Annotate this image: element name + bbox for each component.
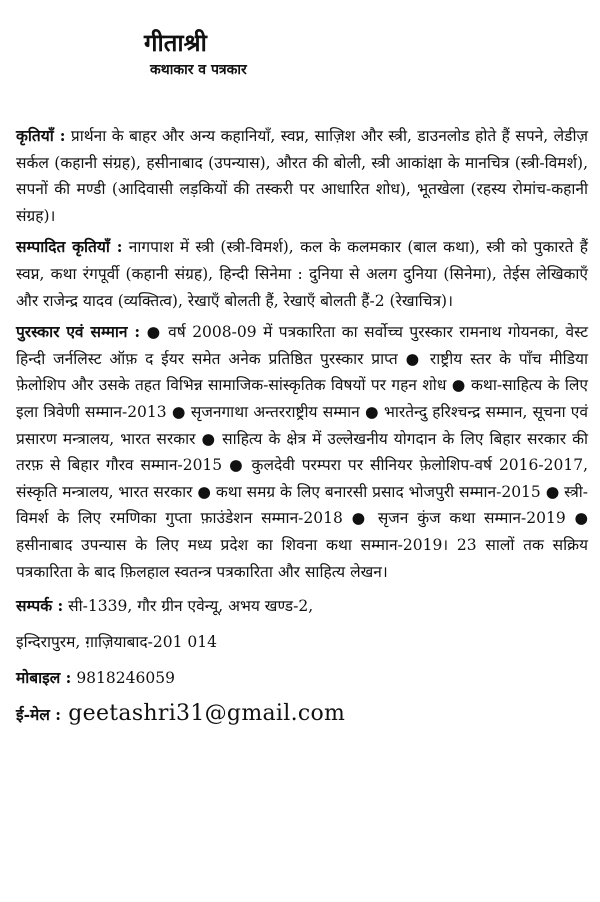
author-name: गीताश्री bbox=[144, 28, 207, 57]
mobile-line bbox=[16, 665, 588, 691]
awards-section bbox=[16, 319, 588, 585]
edited-works-text: नागपाश में स्त्री (स्त्री-विमर्श), कल के कलमकार (बाल कथा), स्त्री को पुकारते हैं स्वप्न, कथा रंगपूर्वी (कहानी संग्रह), हिन्दी सिनेमा : दुनिया से अलग दुनिया (सिनेमा), तेईस लेखिकाएँ और राजेन्द्र यादव (व्यक्तित्व), रेखाएँ बोलती हैं, रेखाएँ बोलती हैं-2 (रेखाचित्र)। bbox=[16, 238, 589, 310]
contact-label: सम्पर्क : bbox=[16, 596, 64, 616]
author-bio-page bbox=[16, 28, 588, 738]
author-header bbox=[144, 28, 588, 80]
email-line bbox=[16, 701, 588, 728]
works-label: कृतियाँ : bbox=[16, 126, 66, 145]
author-role: कथाकार व पत्रकार bbox=[150, 62, 247, 78]
contact-section bbox=[16, 593, 588, 728]
works-text: प्रार्थना के बाहर और अन्य कहानियाँ, स्वप्न, साज़िश और स्त्री, डाउनलोड होते हैं सपने, लेडीज़ सर्कल (कहानी संग्रह), हसीनाबाद (उपन्यास), औरत की बोली, स्त्री आकांक्षा के मानचित्र (स्त्री-विमर्श), सपनों की मण्डी (आदिवासी लड़कियों की तस्करी पर आधारित शोध), भूतखेला (रहस्य रोमांच-कहानी संग्रह)। bbox=[16, 127, 588, 225]
address-line-2: इन्दिरापुरम, ग़ाज़ियाबाद-201 014 bbox=[16, 633, 217, 652]
awards-text: ● वर्ष 2008-09 में पत्रकारिता का सर्वोच्च पुरस्कार रामनाथ गोयनका, वेस्ट हिन्दी जर्नलिस्ट ऑफ़ द ईयर समेत अनेक प्रतिष्ठित पुरस्कार प्राप्त ● राष्ट्रीय स्तर के पाँच मीडिया फ़ेलोशिप और उसके तहत विभिन्न सामाजिक-सांस्कृतिक विषयों पर गहन शोध ● कथा-साहित्य के लिए इला त्रिवेणी सम्मान-2013 ● सृजनगाथा अन्तरराष्ट्रीय सम्मान ● भारतेन्दु हरिश्चन्द्र सम्मान, सूचना एवं प्रसारण मन्त्रालय, भारत सरकार ● साहित्य के क्षेत्र में उल्लेखनीय योगदान के लिए बिहार सरकार की तरफ़ से बिहार गौरव सम्मान-2015 ● कुलदेवी परम्परा पर सीनियर फ़ेलोशिप-वर्ष 2016-2017, संस्कृति मन्त्रालय, भारत सरकार ● कथा समग्र के लिए बनारसी प्रसाद भोजपुरी सम्मान-2015 ● स्त्री-विमर्श के लिए रमणिका गुप्ता फ़ाउंडेशन सम्मान-2018 ● सृजन कुंज कथा सम्मान-2019 ● हसीनाबाद उपन्यास के लिए मध्य प्रदेश का शिवना कथा सम्मान-2019। 23 सालों तक सक्रिय पत्रकारिता के बाद फ़िलहाल स्वतन्त्र पत्रकारिता और साहित्य लेखन। bbox=[16, 323, 589, 581]
mobile-number: 9818246059 bbox=[71, 669, 175, 688]
works-section bbox=[16, 123, 588, 229]
address-line-1 bbox=[16, 593, 588, 619]
awards-label: पुरस्कार एवं सम्मान : bbox=[16, 322, 141, 342]
mobile-label: मोबाइल : bbox=[16, 668, 72, 688]
email-label: ई-मेल : bbox=[16, 705, 61, 725]
edited-works-label: सम्पादित कृतियाँ : bbox=[16, 237, 123, 257]
address-text-1: सी-1339, गौर ग्रीन एवेन्यू, अभय खण्ड-2, bbox=[63, 597, 314, 616]
edited-works-section bbox=[16, 234, 588, 314]
email-address: geetashri31@gmail.com bbox=[60, 701, 346, 727]
